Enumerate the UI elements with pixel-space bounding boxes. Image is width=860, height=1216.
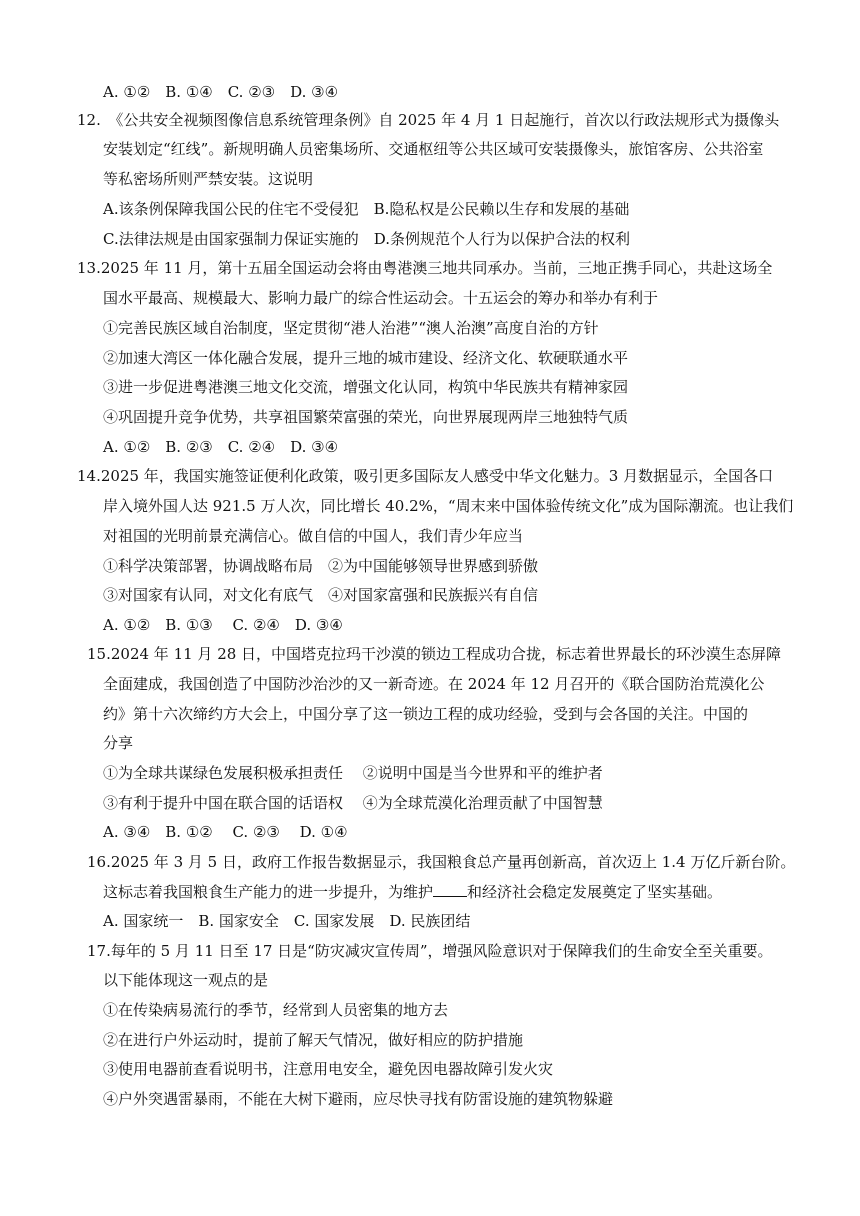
q12-stem-line-2: 安装划定“红线”。新规明确人员密集场所、交通枢纽等公共区域可安装摄像头，旅馆客房、公共浴室 <box>103 140 764 158</box>
answer-blank <box>433 882 467 897</box>
q17-item-1: ①在传染病易流行的季节，经常到人员密集的地方去 <box>103 1001 449 1019</box>
q17-item-2: ②在进行户外运动时，提前了解天气情况，做好相应的防护措施 <box>103 1031 524 1049</box>
q13-item-4: ④巩固提升竞争优势，共享祖国繁荣富强的荣光，向世界展现两岸三地独特气质 <box>103 408 629 426</box>
q13-item-1: ①完善民族区域自治制度，坚定贯彻“港人治港”“澳人治澳”高度自治的方针 <box>103 319 599 337</box>
q14-items-1-2: ①科学决策部署，协调战略布局 ②为中国能够领导世界感到骄傲 <box>103 557 539 575</box>
q16-answer-options: A. 国家统一 B. 国家安全 C. 国家发展 D. 民族团结 <box>103 912 471 930</box>
q17-stem-line-2: 以下能体现这一观点的是 <box>103 971 269 989</box>
q15-stem-line-4: 分享 <box>103 734 134 752</box>
q13-item-3: ③进一步促进粤港澳三地文化交流，增强文化认同，构筑中华民族共有精神家园 <box>103 378 629 396</box>
q14-answer-options: A. ①② B. ①③ C. ②④ D. ③④ <box>103 616 343 634</box>
q13-item-2: ②加速大湾区一体化融合发展，提升三地的城市建设、经济文化、软硬联通水平 <box>103 349 629 367</box>
q16-stem-line-1: 16.2025 年 3 月 5 日，政府工作报告数据显示，我国粮食总产量再创新高，首次迈上 1.4 万亿斤新台阶。 <box>87 853 796 871</box>
q15-stem-line-1: 15.2024 年 11 月 28 日，中国塔克拉玛干沙漠的锁边工程成功合拢，标志着世界最长的环沙漠生态屏障 <box>87 645 782 663</box>
q17-item-4: ④户外突遇雷暴雨，不能在大树下避雨，应尽快寻找有防雷设施的建筑物躲避 <box>103 1090 614 1108</box>
q15-items-1-2: ①为全球共谋绿色发展积极承担责任 ②说明中国是当今世界和平的维护者 <box>103 764 603 782</box>
q14-items-3-4: ③对国家有认同，对文化有底气 ④对国家富强和民族振兴有自信 <box>103 586 539 604</box>
q17-stem-line-1: 17.每年的 5 月 11 日至 17 日是“防灾减灾宣传周”，增强风险意识对于保障我们的生命安全至关重要。 <box>87 942 773 960</box>
q11-answer-options: A. ①② B. ①④ C. ②③ D. ③④ <box>103 83 339 101</box>
q12-options-cd: C.法律法规是由国家强制力保证实施的 D.条例规范个人行为以保护合法的权利 <box>103 230 630 248</box>
q14-stem-line-2: 岸入境外国人达 921.5 万人次，同比增长 40.2%，“周末来中国体验传统文化”成为国际潮流。也让我们 <box>103 497 794 515</box>
q14-stem-line-3: 对祖国的光明前景充满信心。做自信的中国人，我们青少年应当 <box>103 527 524 545</box>
q15-stem-line-2: 全面建成，我国创造了中国防沙治沙的又一新奇迹。在 2024 年 12 月召开的《联合国防治荒漠化公 <box>103 675 765 693</box>
q16-stem-before-blank: 这标志着我国粮食生产能力的进一步提升，为维护 <box>103 883 434 901</box>
q13-stem-line-1: 13.2025 年 11 月，第十五届全国运动会将由粤港澳三地共同承办。当前，三地正携手同心，共赴这场全 <box>77 259 773 277</box>
q15-items-3-4: ③有利于提升中国在联合国的话语权 ④为全球荒漠化治理贡献了中国智慧 <box>103 794 603 812</box>
q13-answer-options: A. ①② B. ②③ C. ②④ D. ③④ <box>103 438 339 456</box>
q13-stem-line-2: 国水平最高、规模最大、影响力最广的综合性运动会。十五运会的筹办和举办有利于 <box>103 289 659 307</box>
q12-stem-line-3: 等私密场所则严禁安装。这说明 <box>103 170 314 188</box>
q16-stem-line-2 <box>103 882 722 902</box>
q16-stem-after-blank: 和经济社会稳定发展奠定了坚实基础。 <box>467 883 723 901</box>
q15-answer-options: A. ③④ B. ①② C. ②③ D. ①④ <box>103 823 348 841</box>
q12-options-ab: A.该条例保障我国公民的住宅不受侵犯 B.隐私权是公民赖以生存和发展的基础 <box>103 200 630 218</box>
q15-stem-line-3: 约》第十六次缔约方大会上，中国分享了这一锁边工程的成功经验，受到与会各国的关注。中国的 <box>103 705 749 723</box>
q12-stem-line-1: 12. 《公共安全视频图像信息系统管理条例》自 2025 年 4 月 1 日起施行，首次以行政法规形式为摄像头 <box>77 111 780 129</box>
q17-item-3: ③使用电器前查看说明书，注意用电安全，避免因电器故障引发火灾 <box>103 1060 554 1078</box>
q14-stem-line-1: 14.2025 年，我国实施签证便利化政策，吸引更多国际友人感受中华文化魅力。3 月数据显示，全国各口 <box>77 467 774 485</box>
